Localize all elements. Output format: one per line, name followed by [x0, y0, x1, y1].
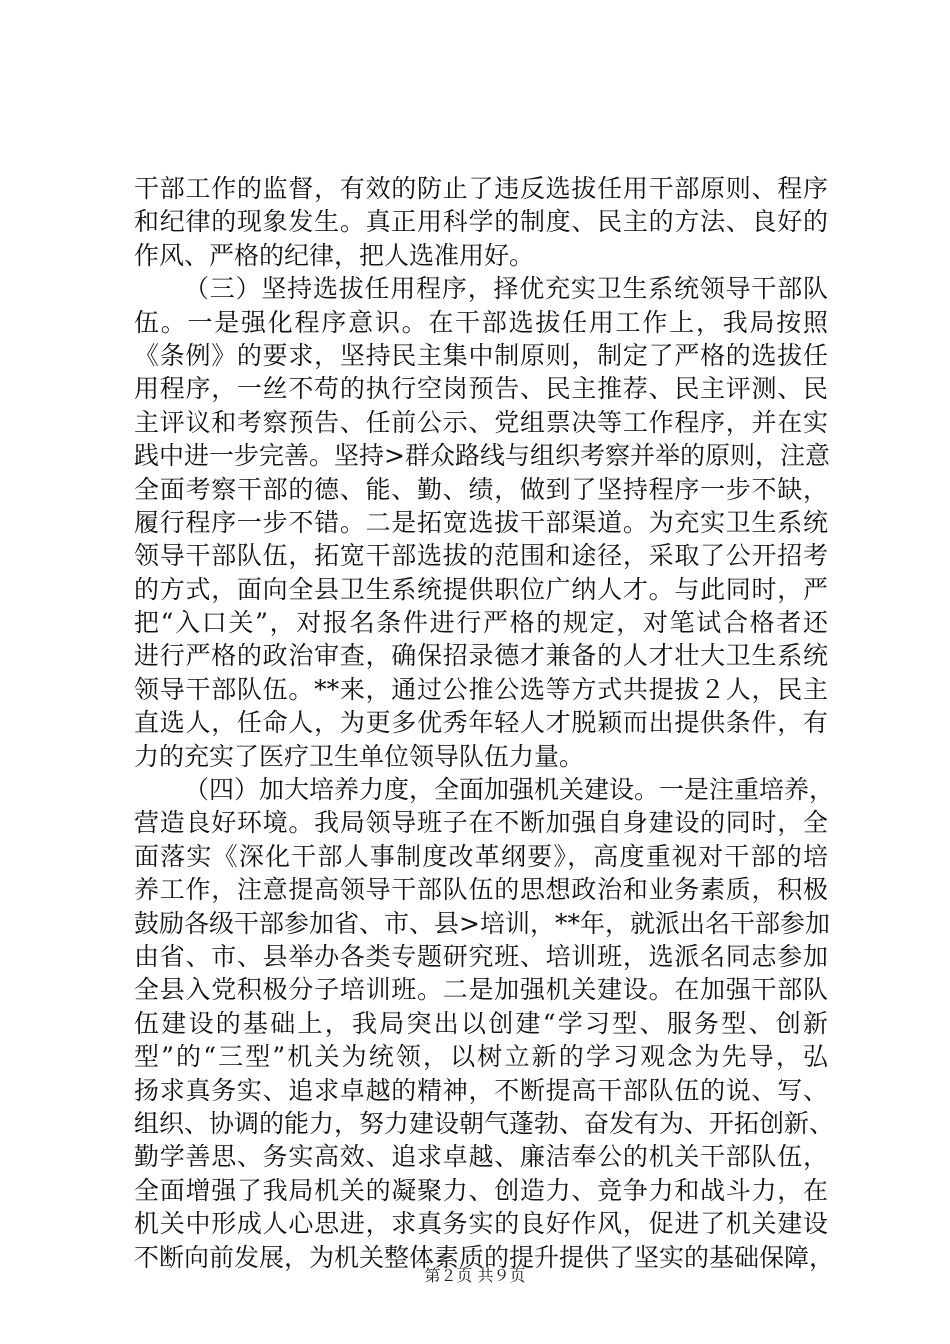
text-line: 领导干部队伍，拓宽干部选拔的范围和途径，采取了公开招考 [134, 541, 828, 571]
text-line: 把“入口关”，对报名条件进行严格的规定，对笔试合格者还 [134, 608, 828, 638]
section-heading-line: （三）坚持选拔任用程序，择优充实卫生系统领导干部队 [184, 274, 828, 304]
text-line: 领导干部队伍。**来，通过公推公选等方式共提拔２人，民主 [134, 674, 828, 704]
text-line: 养工作，注意提高领导干部队伍的思想政治和业务素质，积极 [134, 875, 828, 905]
text-line: 进行严格的政治审查，确保招录德才兼备的人才壮大卫生系统 [134, 641, 828, 671]
text-line: 用程序，一丝不苟的执行空岗预告、民主推荐、民主评测、民 [134, 374, 828, 404]
text-line: 不断向前发展，为机关整体素质的提升提供了坚实的基础保障， [134, 1242, 835, 1272]
text-line: 《条例》的要求，坚持民主集中制原则，制定了严格的选拔任 [134, 340, 828, 370]
text-line: 和纪律的现象发生。真正用科学的制度、民主的方法、良好的 [134, 207, 828, 237]
page-number-footer: 第２页 共９页 [424, 1266, 526, 1285]
text-line: 机关中形成人心思进，求真务实的良好作风，促进了机关建设 [134, 1209, 828, 1239]
text-line: 全面增强了我局机关的凝聚力、创造力、竞争力和战斗力，在 [134, 1175, 828, 1205]
text-line: 作风、严格的纪律，把人选准用好。 [134, 240, 535, 270]
text-line: 干部工作的监督，有效的防止了违反选拔任用干部原则、程序 [134, 174, 828, 203]
text-line: 主评议和考察预告、任前公示、党组票决等工作程序，并在实 [134, 407, 828, 437]
text-line: 组织、协调的能力，努力建设朝气蓬勃、奋发有为、开拓创新、 [134, 1108, 835, 1138]
text-line: 型”的“三型”机关为统领，以树立新的学习观念为先导，弘 [134, 1042, 828, 1072]
text-line: 鼓励各级干部参加省、市、县>培训，**年，就派出名干部参加 [134, 908, 830, 938]
text-line: 勤学善思、务实高效、追求卓越、廉洁奉公的机关干部队伍， [134, 1142, 828, 1172]
section-heading-line: （四）加大培养力度，全面加强机关建设。一是注重培养， [184, 775, 835, 805]
text-line: 伍建设的基础上，我局突出以创建“学习型、服务型、创新 [134, 1008, 828, 1038]
text-line: 的方式，面向全县卫生系统提供职位广纳人才。与此同时，严 [134, 574, 828, 604]
text-line: 直选人，任命人，为更多优秀年轻人才脱颖而出提供条件，有 [134, 708, 828, 738]
text-line: 全县入党积极分子培训班。二是加强机关建设。在加强干部队 [134, 975, 828, 1005]
text-line: 伍。一是强化程序意识。在干部选拔任用工作上，我局按照 [134, 307, 828, 337]
text-line: 力的充实了医疗卫生单位领导队伍力量。 [134, 741, 585, 771]
text-line: 全面考察干部的德、能、勤、绩，做到了坚持程序一步不缺， [134, 474, 828, 504]
text-line: 履行程序一步不错。二是拓宽选拔干部渠道。为充实卫生系统 [134, 507, 828, 537]
text-line: 营造良好环境。我局领导班子在不断加强自身建设的同时，全 [134, 808, 828, 838]
text-line: 扬求真务实、追求卓越的精神，不断提高干部队伍的说、写、 [134, 1075, 828, 1105]
text-line: 由省、市、县举办各类专题研究班、培训班，选派名同志参加 [134, 941, 828, 971]
text-line: 践中进一步完善。坚持>群众路线与组织考察并举的原则，注意 [134, 441, 830, 471]
text-line: 面落实《深化干部人事制度改革纲要》，高度重视对干部的培 [134, 841, 828, 871]
document-body [134, 172, 835, 1274]
